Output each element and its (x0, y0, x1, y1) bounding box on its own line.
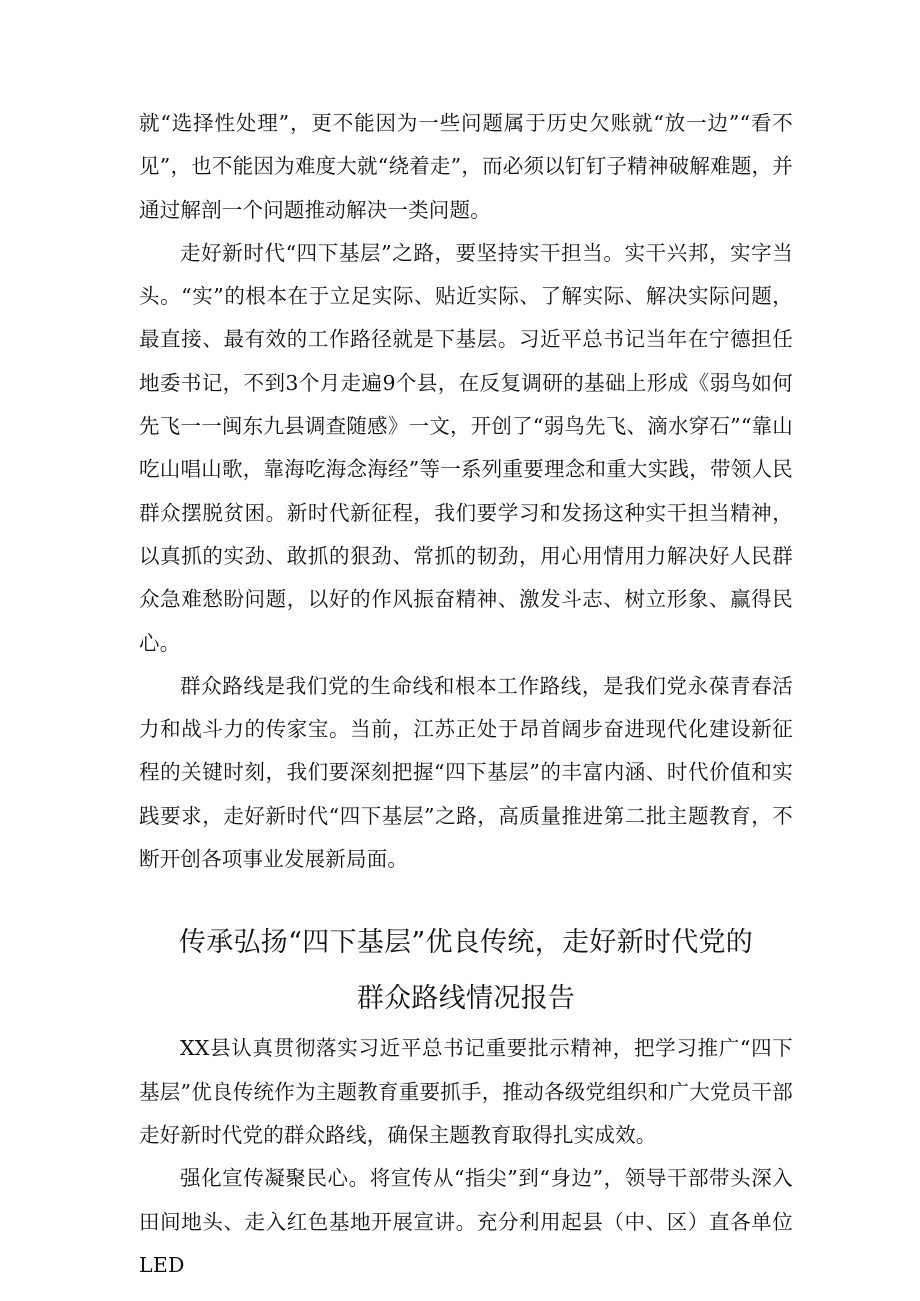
report-title-line-1: 传承弘扬“四下基层”优良传统，走好新时代党的 (178, 927, 754, 959)
report-title (139, 915, 793, 1027)
report-title-line-2: 群众路线情况报告 (356, 983, 576, 1015)
paragraph-practical-action: 走好新时代“四下基层”之路，要坚持实干担当。实干兴邦，实字当头。“实”的根本在于立足实际、贴近实际、了解实际、解决实际问题，最直接、最有效的工作路径就是下基层。习近平总书记当年在宁德担任地委书记，不到3个月走遍9个县，在反复调研的基础上形成《弱鸟如何先飞一一闽东九县调查随感》一文，开创了“弱鸟先飞、滴水穿石”“靠山吃山唱山歌，靠海吃海念海经”等一系列重要理念和重大实践，带领人民群众摆脱贫困。新时代新征程，我们要学习和发扬这种实干担当精神，以真抓的实劲、敢抓的狠劲、常抓的韧劲，用心用情用力解决好人民群众急难愁盼问题，以好的作风振奋精神、激发斗志、树立形象、赢得民心。 (139, 240, 793, 655)
document-body (139, 102, 793, 1287)
paragraph-mass-line: 群众路线是我们党的生命线和根本工作路线，是我们党永葆青春活力和战斗力的传家宝。当前，江苏正处于昂首阔步奋进现代化建设新征程的关键时刻，我们要深刻把握“四下基层”的丰富内涵、时代价值和实践要求，走好新时代“四下基层”之路，高质量推进第二批主题教育，不断开创各项事业发展新局面。 (139, 673, 793, 872)
paragraph-publicity: 强化宣传凝聚民心。将宣传从“指尖”到“身边”，领导干部带头深入田间地头、走入红色基地开展宣讲。充分利用起县（中、区）直各单位LED (139, 1166, 793, 1277)
paragraph-continuation: 就“选择性处理”，更不能因为一些问题属于历史欠账就“放一边”“看不见”，也不能因为难度大就“绕着走”，而必须以钉钉子精神破解难题，并通过解剖一个问题推动解决一类问题。 (139, 111, 793, 222)
paragraph-county-intro: XX县认真贯彻落实习近平总书记重要批示精神，把学习推广“四下基层”优良传统作为主题教育重要抓手，推动各级党组织和广大党员干部走好新时代党的群众路线，确保主题教育取得扎实成效。 (139, 1036, 793, 1147)
